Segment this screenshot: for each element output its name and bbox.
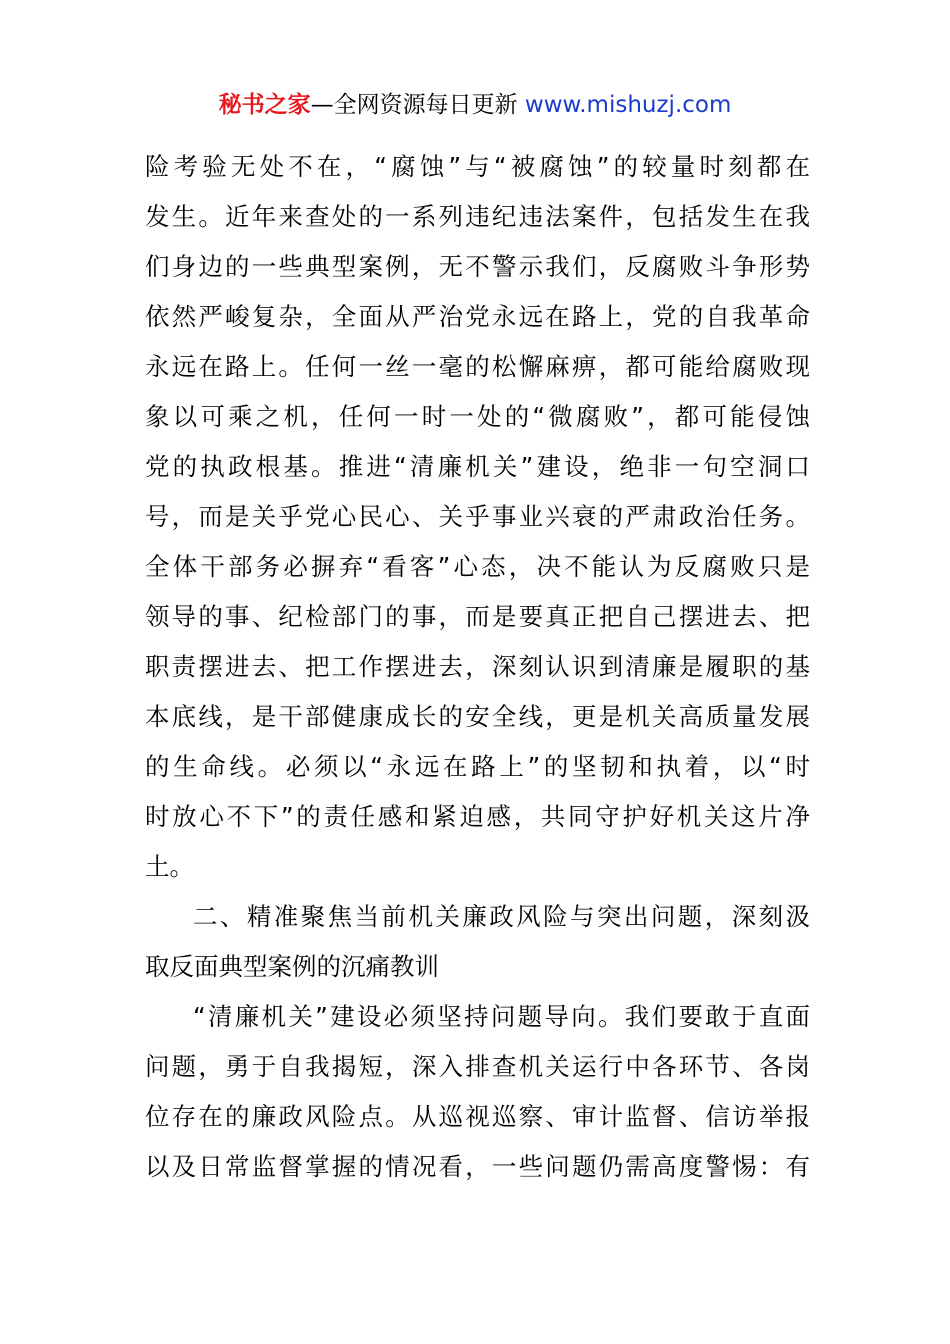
site-tagline: —全网资源每日更新 — [310, 92, 525, 118]
text-line: 职责摆进去、把工作摆进去，深刻认识到清廉是履职的基 — [145, 652, 810, 681]
site-header — [0, 88, 950, 122]
site-url-link[interactable]: www.mishuzj.com — [524, 92, 732, 118]
text-line: 的生命线。必须以“永远在路上”的坚韧和执着，以“时 — [145, 752, 810, 781]
text-line: 象以可乘之机，任何一时一处的“微腐败”，都可能侵蚀 — [145, 402, 810, 431]
text-line: 永远在路上。任何一丝一毫的松懈麻痹，都可能给腐败现 — [145, 352, 810, 381]
text-line: 们身边的一些典型案例，无不警示我们，反腐败斗争形势 — [145, 252, 810, 281]
text-line: 险考验无处不在，“腐蚀”与“被腐蚀”的较量时刻都在 — [145, 152, 810, 181]
text-line: 土。 — [145, 852, 194, 881]
text-line: 全体干部务必摒弃“看客”心态，决不能认为反腐败只是 — [145, 552, 810, 581]
text-line: 位存在的廉政风险点。从巡视巡察、审计监督、信访举报 — [145, 1102, 810, 1131]
text-line: 党的执政根基。推进“清廉机关”建设，绝非一句空洞口 — [145, 452, 810, 481]
site-brand: 秘书之家 — [218, 92, 311, 118]
text-line: 以及日常监督掌握的情况看，一些问题仍需高度警惕：有 — [145, 1152, 810, 1181]
text-line: 领导的事、纪检部门的事，而是要真正把自己摆进去、把 — [145, 602, 810, 631]
text-line: 依然严峻复杂，全面从严治党永远在路上，党的自我革命 — [145, 302, 810, 331]
document-body — [145, 142, 810, 1192]
section-heading-line: 取反面典型案例的沉痛教训 — [145, 952, 439, 981]
text-line: 号，而是关乎党心民心、关乎事业兴衰的严肃政治任务。 — [145, 502, 810, 531]
section-heading-line: 二、精准聚焦当前机关廉政风险与突出问题，深刻汲 — [193, 902, 810, 931]
text-line: 时放心不下”的责任感和紧迫感，共同守护好机关这片净 — [145, 802, 810, 831]
text-line: “清廉机关”建设必须坚持问题导向。我们要敢于直面 — [193, 1002, 810, 1031]
text-line: 本底线，是干部健康成长的安全线，更是机关高质量发展 — [145, 702, 810, 731]
text-line: 发生。近年来查处的一系列违纪违法案件，包括发生在我 — [145, 202, 810, 231]
text-line: 问题，勇于自我揭短，深入排查机关运行中各环节、各岗 — [145, 1052, 810, 1081]
